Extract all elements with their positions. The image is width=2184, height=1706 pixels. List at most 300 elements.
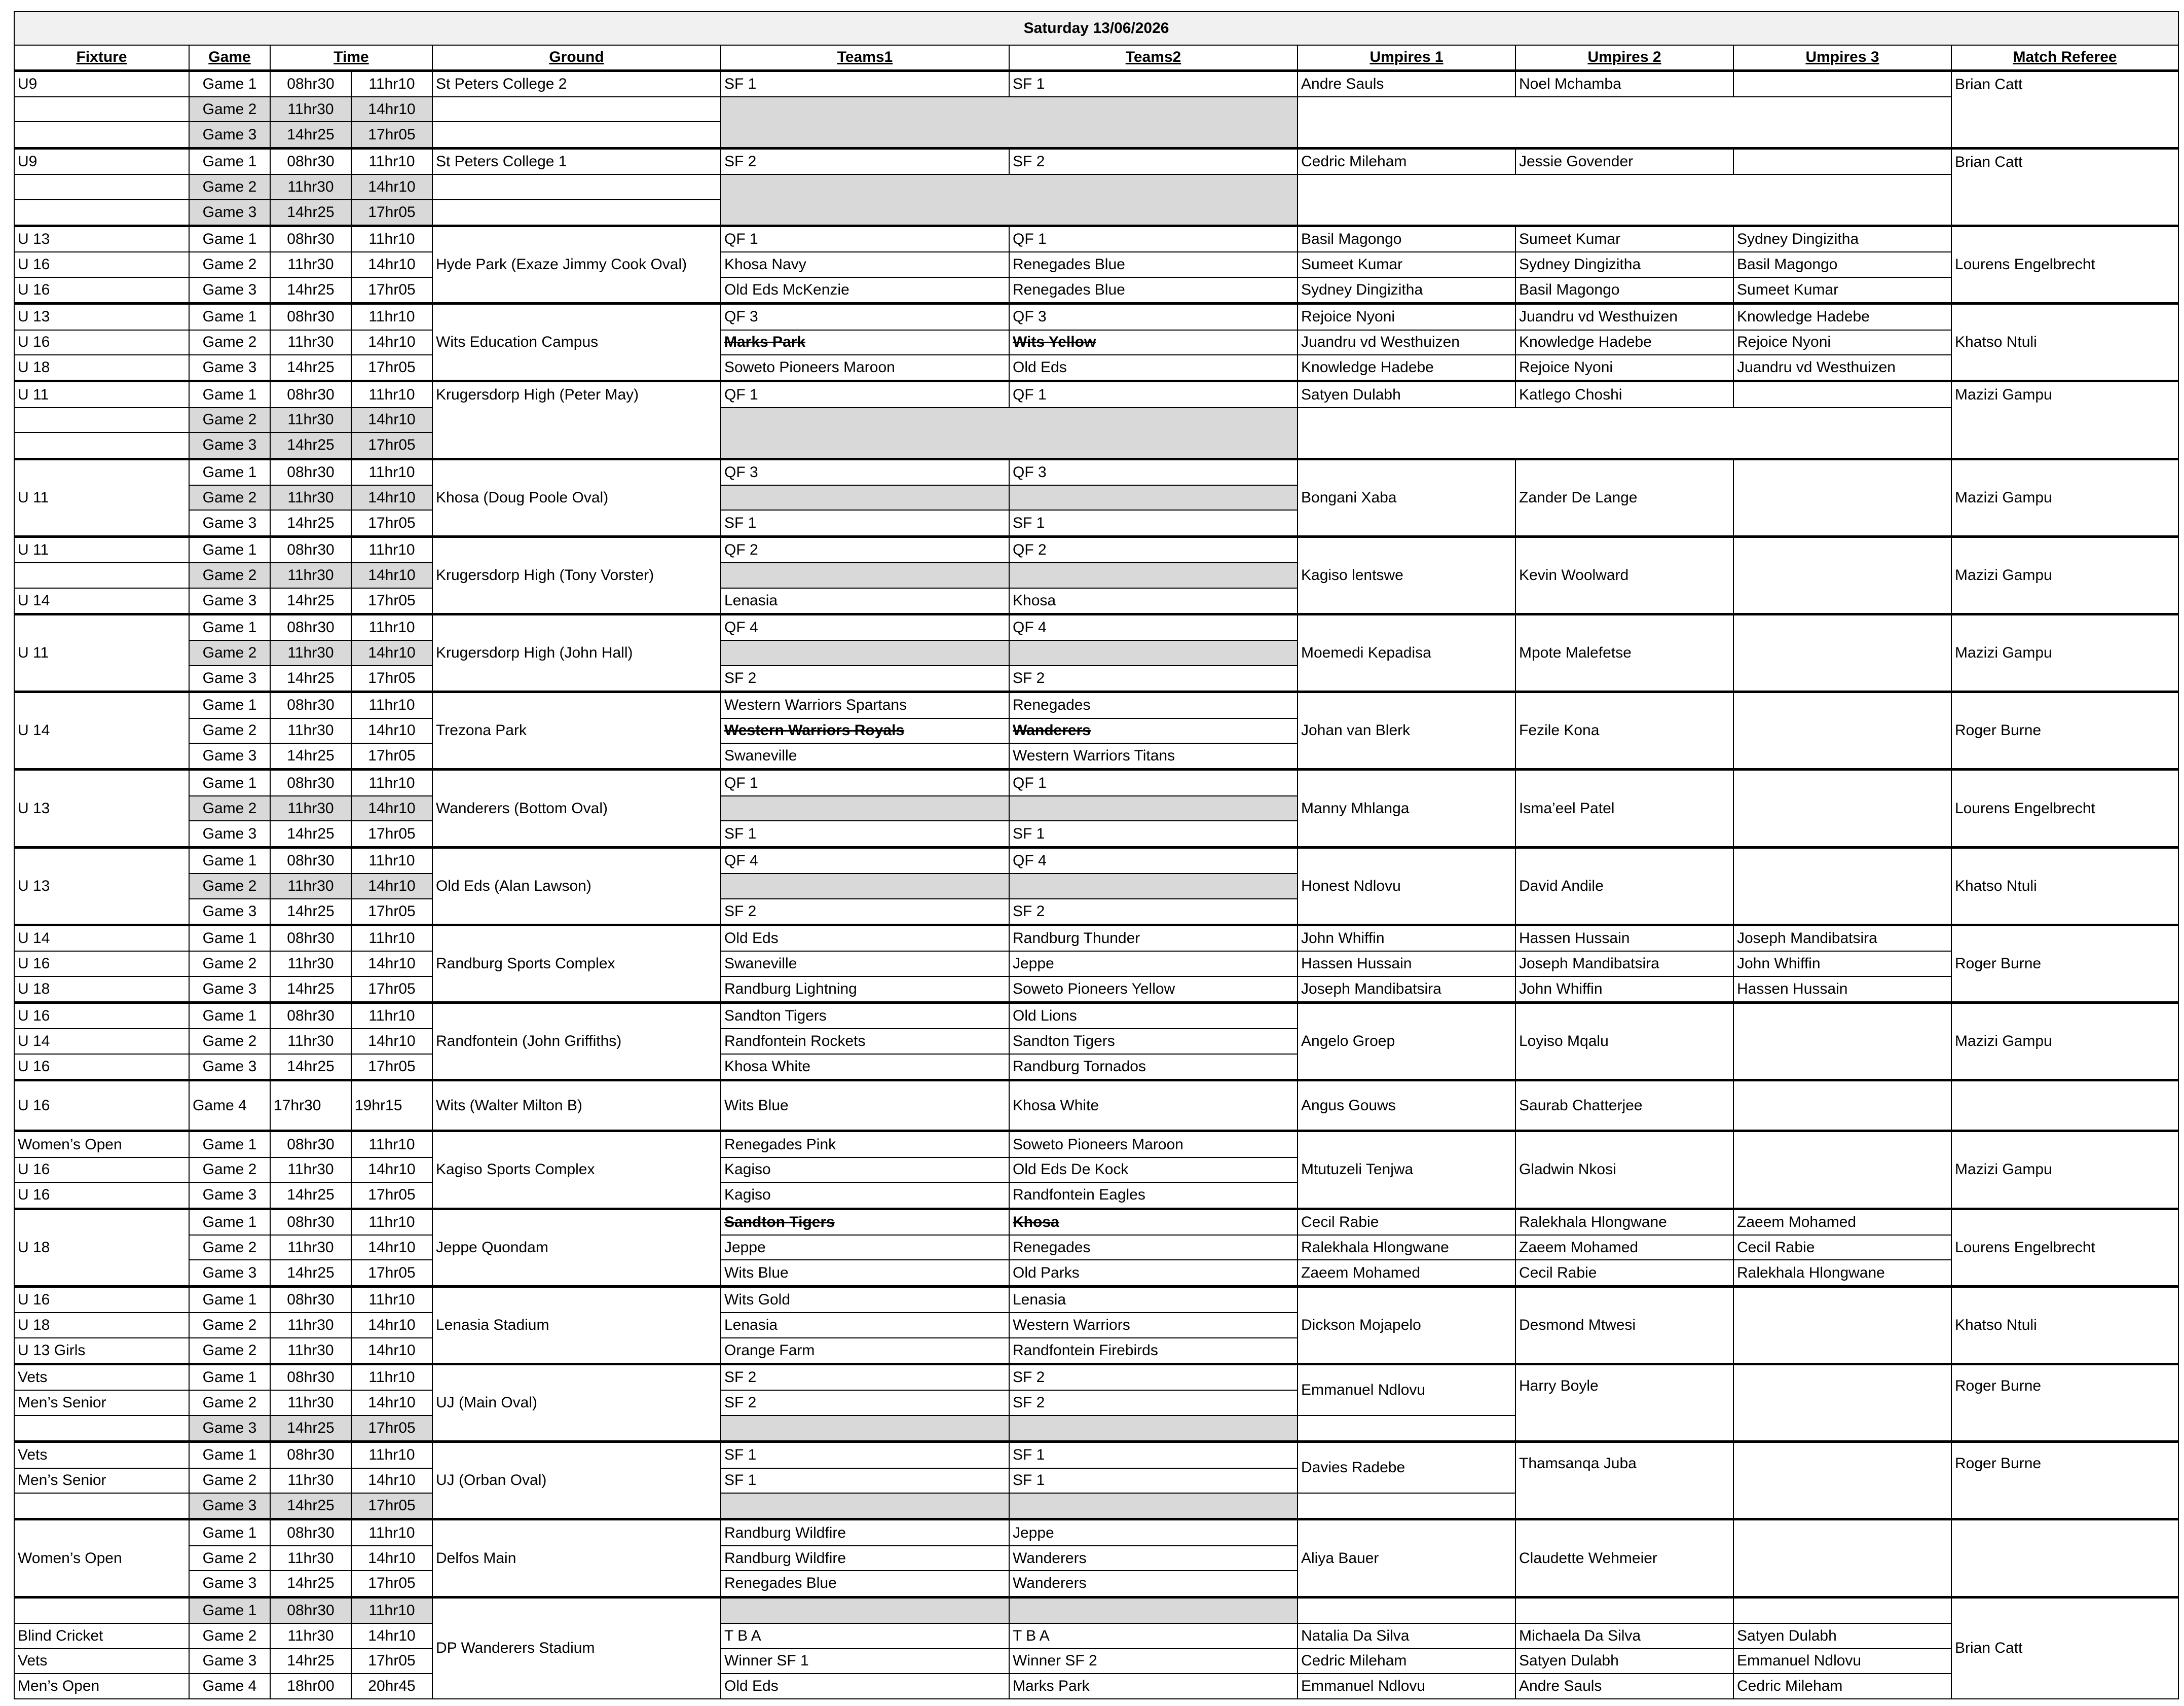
game-cell: Game 2 [189, 874, 270, 899]
umpire1-cell: Angelo Groep [1298, 1003, 1515, 1080]
ground-cell: Randburg Sports Complex [432, 925, 721, 1002]
umpire2-cell: Hassen Hussain [1515, 925, 1733, 951]
teams2-cell: Randburg Tornados [1009, 1054, 1298, 1080]
game-cell: Game 1 [189, 1131, 270, 1157]
umpire2-cell [1515, 1597, 1733, 1623]
umpire3-cell: Juandru vd Westhuizen [1733, 355, 1951, 381]
end-time-cell: 11hr10 [351, 1364, 432, 1391]
umpire1-cell: Andre Sauls [1298, 70, 1515, 97]
ground-cell: Khosa (Doug Poole Oval) [432, 459, 721, 536]
teams1-cell: QF 3 [721, 459, 1009, 485]
start-time-cell: 14hr25 [270, 355, 351, 381]
end-time-cell: 14hr10 [351, 97, 432, 122]
fixture-cell [14, 200, 189, 226]
end-time-cell: 14hr10 [351, 563, 432, 588]
start-time-cell: 14hr25 [270, 1260, 351, 1286]
start-time-cell: 14hr25 [270, 588, 351, 614]
fixture-cell: U 16 [14, 277, 189, 304]
game-cell: Game 3 [189, 821, 270, 847]
ground-cell: Randfontein (John Griffiths) [432, 1003, 721, 1080]
teams2-cell: Randfontein Firebirds [1009, 1338, 1298, 1364]
game-cell: Game 1 [189, 1519, 270, 1546]
teams2-cell: QF 2 [1009, 536, 1298, 563]
start-time-cell: 08hr30 [270, 148, 351, 174]
fixture-cell: U 14 [14, 925, 189, 951]
end-time-cell: 14hr10 [351, 1235, 432, 1260]
teams1-cell: Swaneville [721, 743, 1009, 770]
start-time-cell: 11hr30 [270, 1468, 351, 1494]
umpire2-cell: Thamsanqa Juba [1515, 1442, 1733, 1519]
referee-cell: Brian Catt [1951, 148, 2178, 226]
teams2-cell: Old Eds [1009, 355, 1298, 381]
end-time-cell: 11hr10 [351, 847, 432, 874]
game-cell: Game 1 [189, 381, 270, 408]
umpire1-cell: Knowledge Hadebe [1298, 355, 1515, 381]
game-cell: Game 2 [189, 796, 270, 821]
ground-cell: Wanderers (Bottom Oval) [432, 770, 721, 847]
empty-umpires-cell [1298, 174, 1951, 226]
empty-teams-cell [721, 408, 1298, 459]
umpire1-cell: Johan van Blerk [1298, 692, 1515, 770]
fixture-cell: U 11 [14, 459, 189, 536]
end-time-cell: 17hr05 [351, 1493, 432, 1519]
end-time-cell: 17hr05 [351, 1571, 432, 1597]
ground-cell: DP Wanderers Stadium [432, 1597, 721, 1699]
start-time-cell: 14hr25 [270, 899, 351, 925]
end-time-cell: 17hr05 [351, 743, 432, 770]
umpire2-cell: Andre Sauls [1515, 1674, 1733, 1699]
start-time-cell: 11hr30 [270, 174, 351, 200]
start-time-cell: 08hr30 [270, 304, 351, 330]
fixture-cell: U 13 [14, 770, 189, 847]
game-cell: Game 2 [189, 1029, 270, 1054]
fixture-cell [14, 97, 189, 122]
start-time-cell: 11hr30 [270, 252, 351, 277]
teams1-cancelled-cell: Western Warriors Royals [721, 718, 1009, 744]
umpire3-cell [1733, 614, 1951, 692]
fixture-cell: U 16 [14, 330, 189, 355]
game-cell: Game 2 [189, 951, 270, 976]
game-cell: Game 3 [189, 743, 270, 770]
start-time-cell: 11hr30 [270, 1029, 351, 1054]
game-cell: Game 4 [189, 1080, 270, 1131]
umpire1-cell [1298, 1493, 1515, 1519]
game-cell: Game 3 [189, 355, 270, 381]
umpire1-cell: Honest Ndlovu [1298, 847, 1515, 925]
start-time-cell: 14hr25 [270, 821, 351, 847]
fixture-cell: U 14 [14, 1029, 189, 1054]
end-time-cell: 17hr05 [351, 821, 432, 847]
umpire2-cell: Kevin Woolward [1515, 536, 1733, 614]
teams1-cell [721, 1415, 1009, 1442]
umpire2-cell: Michaela Da Silva [1515, 1623, 1733, 1649]
start-time-cell: 11hr30 [270, 1235, 351, 1260]
start-time-cell: 08hr30 [270, 1364, 351, 1391]
start-time-cell: 11hr30 [270, 1546, 351, 1571]
referee-cell [1951, 1080, 2178, 1131]
end-time-cell: 17hr05 [351, 1054, 432, 1080]
ground-cell: UJ (Orban Oval) [432, 1442, 721, 1519]
umpire3-cell: Zaeem Mohamed [1733, 1209, 1951, 1235]
teams1-cell: Randfontein Rockets [721, 1029, 1009, 1054]
fixture-cell: U 18 [14, 976, 189, 1003]
teams2-cell: QF 4 [1009, 614, 1298, 641]
teams1-cancelled-cell: Sandton Tigers [721, 1209, 1009, 1235]
end-time-cell: 11hr10 [351, 459, 432, 485]
game-cell: Game 1 [189, 1364, 270, 1391]
umpire3-cell [1733, 1597, 1951, 1623]
umpire3-cell [1733, 1519, 1951, 1597]
fixture-cell: U 18 [14, 1209, 189, 1286]
teams1-cell: Orange Farm [721, 1338, 1009, 1364]
umpire1-cell: Davies Radebe [1298, 1442, 1515, 1493]
game-cell: Game 1 [189, 148, 270, 174]
game-cell: Game 1 [189, 925, 270, 951]
empty-umpires-cell [1298, 97, 1951, 148]
game-cell: Game 1 [189, 226, 270, 252]
start-time-cell: 08hr30 [270, 1003, 351, 1029]
end-time-cell: 11hr10 [351, 304, 432, 330]
start-time-cell: 08hr30 [270, 1519, 351, 1546]
teams1-cell: QF 4 [721, 614, 1009, 641]
end-time-cell: 14hr10 [351, 408, 432, 433]
referee-cell: Roger Burne [1951, 925, 2178, 1002]
game-cell: Game 2 [189, 1623, 270, 1649]
end-time-cell: 11hr10 [351, 148, 432, 174]
game-cell: Game 1 [189, 1003, 270, 1029]
teams2-cancelled-cell: Wits Yellow [1009, 330, 1298, 355]
teams2-cell: QF 4 [1009, 847, 1298, 874]
game-cell: Game 3 [189, 1649, 270, 1674]
umpire2-cell: John Whiffin [1515, 976, 1733, 1003]
start-time-cell: 14hr25 [270, 200, 351, 226]
teams1-cell: Randburg Lightning [721, 976, 1009, 1003]
game-cell: Game 1 [189, 1209, 270, 1235]
umpire3-cell: Cecil Rabie [1733, 1235, 1951, 1260]
fixture-cell: Men’s Senior [14, 1468, 189, 1494]
fixture-cell: Men’s Senior [14, 1390, 189, 1415]
teams1-cell: Renegades Blue [721, 1571, 1009, 1597]
teams2-cell: SF 1 [1009, 821, 1298, 847]
fixture-cell: U 13 [14, 304, 189, 330]
umpire3-cell [1733, 1003, 1951, 1080]
fixture-cell: U 16 [14, 951, 189, 976]
start-time-cell: 08hr30 [270, 381, 351, 408]
game-cell: Game 3 [189, 588, 270, 614]
fixture-cell: U 13 [14, 847, 189, 925]
game-cell: Game 1 [189, 614, 270, 641]
teams1-cell: SF 1 [721, 1442, 1009, 1468]
teams2-cell: SF 1 [1009, 1468, 1298, 1494]
teams1-cell [721, 640, 1009, 666]
teams2-cell: SF 2 [1009, 148, 1298, 174]
start-time-cell: 14hr25 [270, 1415, 351, 1442]
teams1-cell: Old Eds [721, 1674, 1009, 1699]
teams1-cell: SF 2 [721, 148, 1009, 174]
umpire2-cell: Isma’eel Patel [1515, 770, 1733, 847]
start-time-cell: 14hr25 [270, 1571, 351, 1597]
umpire2-cell: Juandru vd Westhuizen [1515, 304, 1733, 330]
umpire1-cell: Cedric Mileham [1298, 1649, 1515, 1674]
game-cell: Game 2 [189, 97, 270, 122]
umpire1-cell: Rejoice Nyoni [1298, 304, 1515, 330]
teams2-cell: Soweto Pioneers Yellow [1009, 976, 1298, 1003]
start-time-cell: 11hr30 [270, 1313, 351, 1338]
umpire1-cell: Cecil Rabie [1298, 1209, 1515, 1235]
game-cell: Game 1 [189, 1442, 270, 1468]
teams1-cancelled-cell: Marks Park [721, 330, 1009, 355]
teams2-cell: Randburg Thunder [1009, 925, 1298, 951]
umpire1-cell: Sydney Dingizitha [1298, 277, 1515, 304]
teams1-cell: SF 1 [721, 821, 1009, 847]
umpire3-cell: Rejoice Nyoni [1733, 330, 1951, 355]
fixture-cell: U 16 [14, 1182, 189, 1209]
teams1-cell: Lenasia [721, 588, 1009, 614]
teams2-cell: Old Lions [1009, 1003, 1298, 1029]
end-time-cell: 11hr10 [351, 925, 432, 951]
umpire2-cell: Gladwin Nkosi [1515, 1131, 1733, 1209]
fixture-cell: U 16 [14, 1080, 189, 1131]
teams2-cell: Wanderers [1009, 1546, 1298, 1571]
teams1-cell: SF 2 [721, 1390, 1009, 1415]
teams1-cell: Old Eds McKenzie [721, 277, 1009, 304]
umpire1-cell: Mtutuzeli Tenjwa [1298, 1131, 1515, 1209]
teams1-cell [721, 1597, 1009, 1623]
end-time-cell: 11hr10 [351, 70, 432, 97]
umpire2-cell: Zaeem Mohamed [1515, 1235, 1733, 1260]
teams2-cell: SF 2 [1009, 666, 1298, 692]
teams1-cell: SF 1 [721, 70, 1009, 97]
umpire2-cell: Harry Boyle [1515, 1364, 1733, 1442]
fixture-cell: U 11 [14, 614, 189, 692]
teams1-cell: Khosa White [721, 1054, 1009, 1080]
fixture-cell: Women’s Open [14, 1519, 189, 1597]
fixture-cell: U9 [14, 148, 189, 174]
referee-cell: Roger Burne [1951, 1364, 2178, 1442]
fixture-cell [14, 1493, 189, 1519]
umpire2-cell: Desmond Mtwesi [1515, 1286, 1733, 1364]
teams1-cell: Western Warriors Spartans [721, 692, 1009, 718]
game-cell: Game 3 [189, 1493, 270, 1519]
ground-cell: Delfos Main [432, 1519, 721, 1597]
end-time-cell: 11hr10 [351, 1003, 432, 1029]
start-time-cell: 11hr30 [270, 951, 351, 976]
start-time-cell: 17hr30 [270, 1080, 351, 1131]
fixture-cell: U 14 [14, 692, 189, 770]
fixture-cell [14, 122, 189, 148]
fixture-cell: U 11 [14, 381, 189, 408]
teams1-cell: Winner SF 1 [721, 1649, 1009, 1674]
start-time-cell: 14hr25 [270, 743, 351, 770]
umpire1-cell: Sumeet Kumar [1298, 252, 1515, 277]
teams2-cell: SF 1 [1009, 70, 1298, 97]
end-time-cell: 11hr10 [351, 770, 432, 796]
umpire1-cell: Aliya Bauer [1298, 1519, 1515, 1597]
referee-cell: Mazizi Gampu [1951, 459, 2178, 536]
end-time-cell: 11hr10 [351, 692, 432, 718]
game-cell: Game 1 [189, 70, 270, 97]
start-time-cell: 14hr25 [270, 666, 351, 692]
umpire1-cell [1298, 1597, 1515, 1623]
game-cell: Game 2 [189, 252, 270, 277]
start-time-cell: 11hr30 [270, 1157, 351, 1183]
header-ground: Ground [432, 45, 721, 70]
ground-cell: Krugersdorp High (Peter May) [432, 381, 721, 459]
game-cell: Game 3 [189, 1182, 270, 1209]
start-time-cell: 11hr30 [270, 1623, 351, 1649]
start-time-cell: 11hr30 [270, 640, 351, 666]
umpire3-cell: Emmanuel Ndlovu [1733, 1649, 1951, 1674]
start-time-cell: 08hr30 [270, 1597, 351, 1623]
referee-cell [1951, 1519, 2178, 1597]
start-time-cell: 08hr30 [270, 770, 351, 796]
fixture-table [14, 11, 2179, 1699]
teams2-cell: Jeppe [1009, 951, 1298, 976]
header-umpires1: Umpires 1 [1298, 45, 1515, 70]
header-umpires3: Umpires 3 [1733, 45, 1951, 70]
ground-cell: St Peters College 2 [432, 70, 721, 97]
teams2-cell [1009, 485, 1298, 511]
end-time-cell: 14hr10 [351, 796, 432, 821]
start-time-cell: 08hr30 [270, 925, 351, 951]
umpire3-cell [1733, 70, 1951, 97]
teams1-cell [721, 874, 1009, 899]
teams2-cell: SF 2 [1009, 1390, 1298, 1415]
start-time-cell: 14hr25 [270, 277, 351, 304]
empty-teams-cell [721, 174, 1298, 226]
end-time-cell: 17hr05 [351, 200, 432, 226]
umpire1-cell: Manny Mhlanga [1298, 770, 1515, 847]
fixture-cell: U9 [14, 70, 189, 97]
referee-cell: Mazizi Gampu [1951, 614, 2178, 692]
umpire1-cell: Ralekhala Hlongwane [1298, 1235, 1515, 1260]
ground-cell: Jeppe Quondam [432, 1209, 721, 1286]
header-match-referee: Match Referee [1951, 45, 2178, 70]
fixture-cell: U 13 Girls [14, 1338, 189, 1364]
referee-cell: Khatso Ntuli [1951, 304, 2178, 381]
start-time-cell: 11hr30 [270, 330, 351, 355]
start-time-cell: 14hr25 [270, 976, 351, 1003]
game-cell: Game 2 [189, 1157, 270, 1183]
start-time-cell: 14hr25 [270, 510, 351, 536]
end-time-cell: 17hr05 [351, 122, 432, 148]
umpire2-cell: Claudette Wehmeier [1515, 1519, 1733, 1597]
game-cell: Game 2 [189, 1546, 270, 1571]
teams1-cell: Sandton Tigers [721, 1003, 1009, 1029]
fixture-cell [14, 563, 189, 588]
ground-cell: Hyde Park (Exaze Jimmy Cook Oval) [432, 226, 721, 303]
referee-cell: Mazizi Gampu [1951, 381, 2178, 459]
umpire1-cell: Joseph Mandibatsira [1298, 976, 1515, 1003]
teams2-cell: Western Warriors [1009, 1313, 1298, 1338]
teams2-cell: QF 3 [1009, 304, 1298, 330]
umpire2-cell: Jessie Govender [1515, 148, 1733, 174]
teams1-cell: SF 2 [721, 1364, 1009, 1391]
teams2-cell: Jeppe [1009, 1519, 1298, 1546]
umpire1-cell: Kagiso lentswe [1298, 536, 1515, 614]
ground-cell: St Peters College 1 [432, 148, 721, 174]
end-time-cell: 11hr10 [351, 1209, 432, 1235]
fixture-cell: U 18 [14, 1313, 189, 1338]
fixture-cell: Blind Cricket [14, 1623, 189, 1649]
game-cell: Game 3 [189, 200, 270, 226]
umpire2-cell: Sumeet Kumar [1515, 226, 1733, 252]
fixture-cell: U 13 [14, 226, 189, 252]
teams1-cell: QF 1 [721, 226, 1009, 252]
header-teams1: Teams1 [721, 45, 1009, 70]
ground-cell: Krugersdorp High (Tony Vorster) [432, 536, 721, 614]
end-time-cell: 14hr10 [351, 485, 432, 511]
end-time-cell: 14hr10 [351, 1029, 432, 1054]
umpire2-cell: David Andile [1515, 847, 1733, 925]
umpire3-cell [1733, 536, 1951, 614]
umpire3-cell [1733, 381, 1951, 408]
header-game: Game [189, 45, 270, 70]
game-cell: Game 3 [189, 899, 270, 925]
umpire1-cell: Zaeem Mohamed [1298, 1260, 1515, 1286]
game-cell: Game 1 [189, 847, 270, 874]
end-time-cell: 17hr05 [351, 1649, 432, 1674]
teams2-cell: Wanderers [1009, 1571, 1298, 1597]
ground-cell: Old Eds (Alan Lawson) [432, 847, 721, 925]
game-cell: Game 1 [189, 1597, 270, 1623]
end-time-cell: 17hr05 [351, 355, 432, 381]
end-time-cell: 17hr05 [351, 899, 432, 925]
teams2-cell [1009, 1493, 1298, 1519]
end-time-cell: 17hr05 [351, 976, 432, 1003]
referee-cell: Mazizi Gampu [1951, 1131, 2178, 1209]
header-time: Time [270, 45, 432, 70]
end-time-cell: 14hr10 [351, 1157, 432, 1183]
end-time-cell: 11hr10 [351, 381, 432, 408]
start-time-cell: 11hr30 [270, 1338, 351, 1364]
start-time-cell: 11hr30 [270, 485, 351, 511]
umpire3-cell: Hassen Hussain [1733, 976, 1951, 1003]
teams1-cell: QF 3 [721, 304, 1009, 330]
fixture-cell: Women’s Open [14, 1131, 189, 1157]
game-cell: Game 3 [189, 1054, 270, 1080]
referee-cell: Lourens Engelbrecht [1951, 1209, 2178, 1286]
umpire2-cell: Loyiso Mqalu [1515, 1003, 1733, 1080]
teams1-cell: Randburg Wildfire [721, 1546, 1009, 1571]
referee-cell: Khatso Ntuli [1951, 847, 2178, 925]
header-teams2: Teams2 [1009, 45, 1298, 70]
umpire3-cell: Cedric Mileham [1733, 1674, 1951, 1699]
fixture-cell: U 11 [14, 536, 189, 563]
umpire1-cell: Emmanuel Ndlovu [1298, 1364, 1515, 1415]
teams1-cell: Kagiso [721, 1157, 1009, 1183]
umpire3-cell: John Whiffin [1733, 951, 1951, 976]
ground-cell: Wits Education Campus [432, 304, 721, 381]
teams2-cell: SF 2 [1009, 899, 1298, 925]
game-cell: Game 1 [189, 304, 270, 330]
start-time-cell: 14hr25 [270, 432, 351, 459]
end-time-cell: 17hr05 [351, 666, 432, 692]
teams1-cell [721, 485, 1009, 511]
umpire3-cell: Ralekhala Hlongwane [1733, 1260, 1951, 1286]
end-time-cell: 17hr05 [351, 1182, 432, 1209]
start-time-cell: 14hr25 [270, 1054, 351, 1080]
end-time-cell: 14hr10 [351, 1390, 432, 1415]
referee-cell: Lourens Engelbrecht [1951, 226, 2178, 303]
referee-cell: Khatso Ntuli [1951, 1286, 2178, 1364]
umpire3-cell: Basil Magongo [1733, 252, 1951, 277]
teams2-cell [1009, 874, 1298, 899]
ground-cell: Wits (Walter Milton B) [432, 1080, 721, 1131]
umpire3-cell [1733, 459, 1951, 536]
sheet-title: Saturday 13/06/2026 [14, 12, 2178, 45]
teams2-cell: T B A [1009, 1623, 1298, 1649]
